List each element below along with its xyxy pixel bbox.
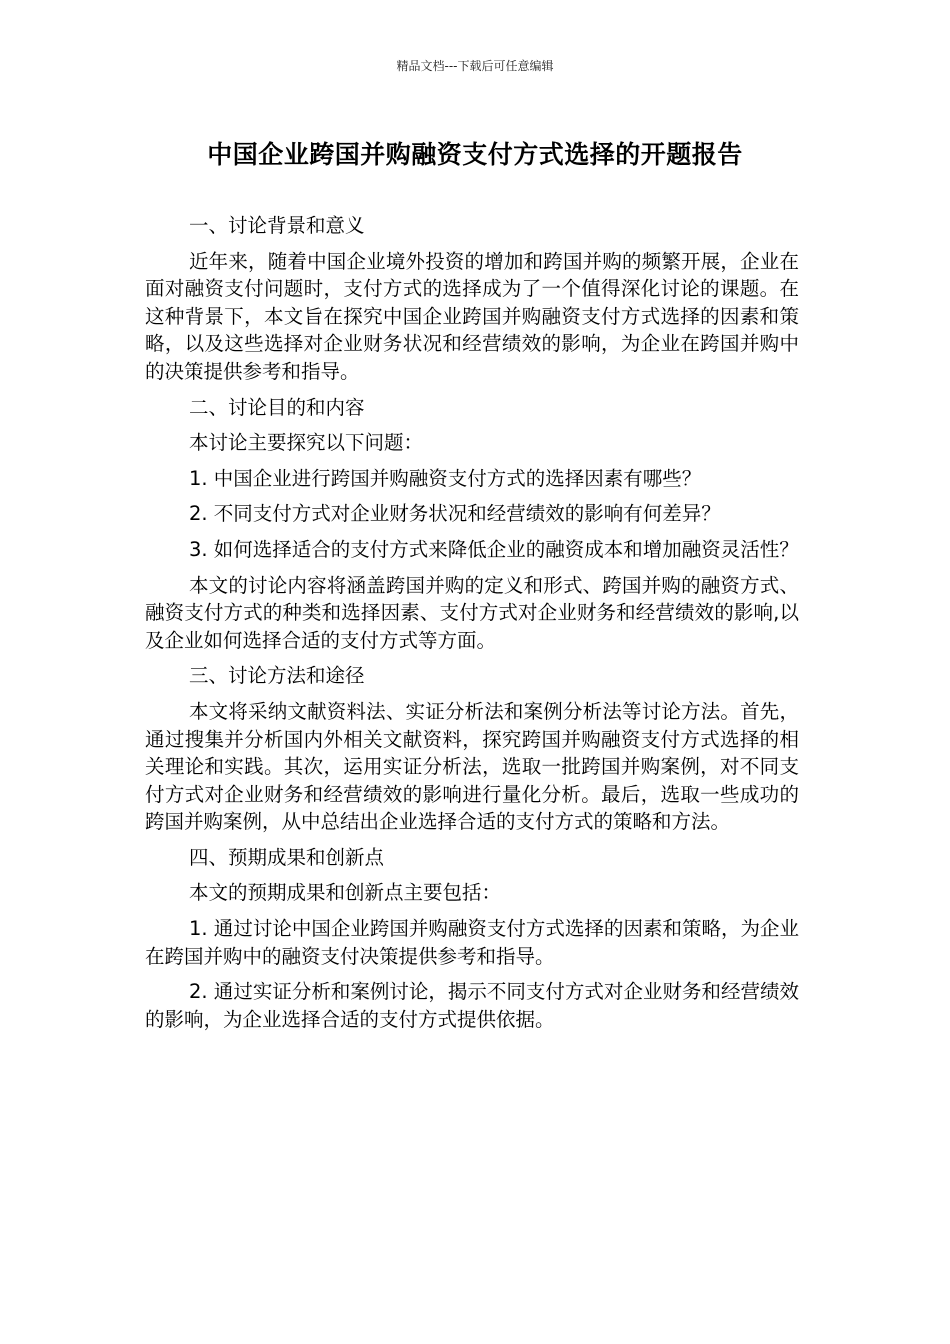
section-heading-methods: 三、讨论方法和途径 — [189, 664, 365, 688]
document-body — [145, 212, 799, 1041]
list-item-question-1: 1. 中国企业进行跨国并购融资支付方式的选择因素有哪些？ — [189, 466, 702, 490]
section-heading-background: 一、讨论背景和意义 — [189, 214, 365, 237]
list-item-outcome-2: 2. 通过实证分析和案例讨论，揭示不同支付方式对企业财务和经营绩效的影响，为企业选择合适的支付方式提供依据。 — [145, 980, 799, 1031]
section-heading-objectives: 二、讨论目的和内容 — [189, 395, 365, 419]
document-title: 中国企业跨国并购融资支付方式选择的开题报告 — [207, 140, 743, 169]
paragraph-methods: 本文将采纳文献资料法、实证分析法和案例分析法等讨论方法。首先，通过搜集并分析国内外相关文献资料，探究跨国并购融资支付方式选择的相关理论和实践。其次，运用实证分析法，选取一批跨国并购案例，对不同支付方式对企业财务和经营绩效的影响进行量化分析。最后，选取一些成功的跨国并购案例，从中总结出企业选择合适的支付方式的策略和方法。 — [145, 699, 799, 834]
list-item-outcome-1: 1. 通过讨论中国企业跨国并购融资支付方式选择的因素和策略，为企业在跨国并购中的融资支付决策提供参考和指导。 — [145, 917, 799, 968]
paragraph-objectives-intro: 本讨论主要探究以下问题： — [189, 431, 424, 455]
list-item-question-2: 2. 不同支付方式对企业财务状况和经营绩效的影响有何差异？ — [189, 502, 721, 526]
paragraph-background: 近年来，随着中国企业境外投资的增加和跨国并购的频繁开展，企业在面对融资支付问题时，支付方式的选择成为了一个值得深化讨论的课题。在这种背景下，本文旨在探究中国企业跨国并购融资支付方式选择的因素和策略，以及这些选择对企业财务状况和经营绩效的影响，为企业在跨国并购中的决策提供参考和指导。 — [145, 249, 799, 383]
paragraph-outcomes-intro: 本文的预期成果和创新点主要包括： — [189, 881, 502, 905]
paragraph-content-scope: 本文的讨论内容将涵盖跨国并购的定义和形式、跨国并购的融资方式、融资支付方式的种类和选择因素、支付方式对企业财务和经营绩效的影响,以及企业如何选择合适的支付方式等方面。 — [145, 573, 799, 652]
section-heading-outcomes: 四、预期成果和创新点 — [189, 845, 385, 869]
list-item-question-3: 3. 如何选择适合的支付方式来降低企业的融资成本和增加融资灵活性？ — [189, 537, 799, 561]
header-note: 精品文档---下载后可任意编辑 — [396, 59, 554, 73]
